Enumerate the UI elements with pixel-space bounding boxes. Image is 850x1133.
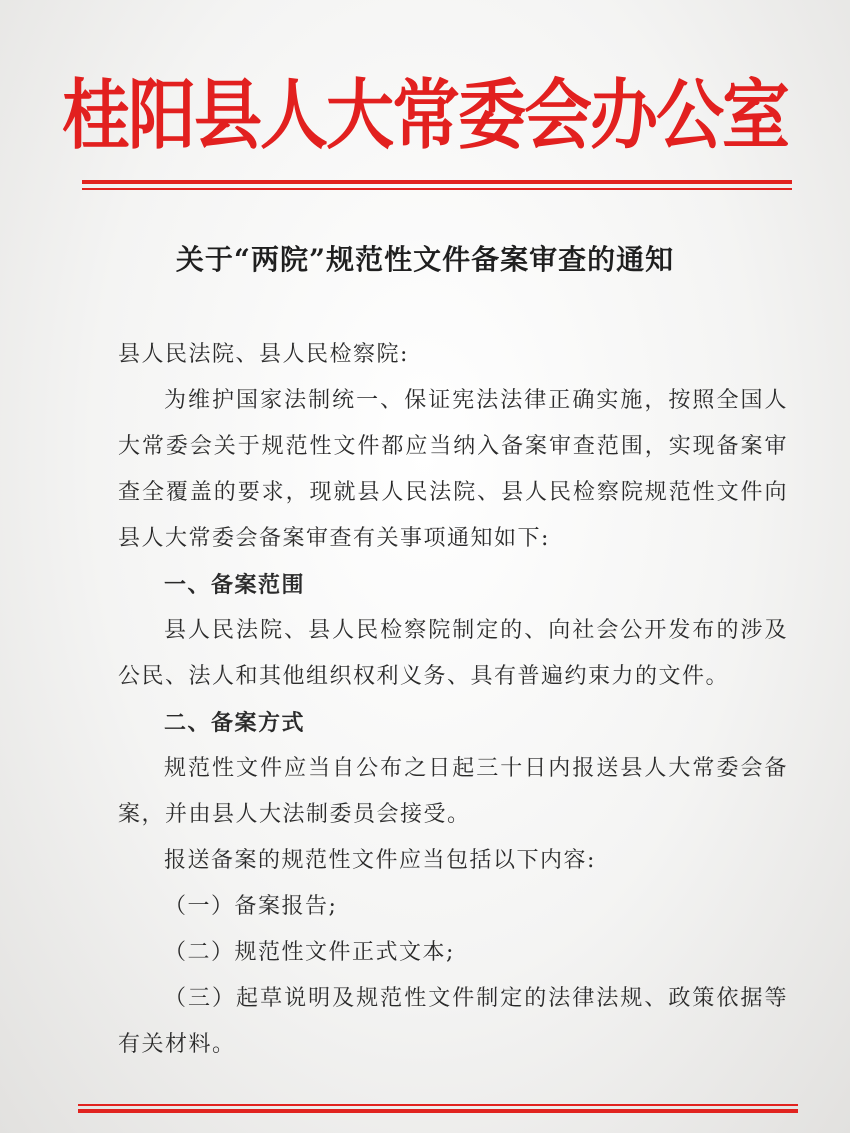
footer-red-line-top xyxy=(78,1104,798,1106)
document-body xyxy=(118,332,788,1068)
intro-paragraph: 为维护国家法制统一、保证宪法法律正确实施，按照全国人大常委会关于规范性文件都应当纳入备案审查范围，实现备案审查全覆盖的要求，现就县人民法院、县人民检察院规范性文件向县人大常委会备案审查有关事项通知如下: xyxy=(118,388,788,551)
section-2-paragraph: 规范性文件应当自公布之日起三十日内报送县人大常委会备案，并由县人大法制委员会接受。 xyxy=(118,756,788,827)
list-item-3: （三）起草说明及规范性文件制定的法律法规、政策依据等有关材料。 xyxy=(118,986,788,1057)
header-red-line-top xyxy=(82,180,792,184)
recipients-line: 县人民法院、县人民检察院: xyxy=(118,342,409,367)
list-item-2: （二）规范性文件正式文本; xyxy=(164,940,455,965)
document-title: 关于“两院”规范性文件备案审查的通知 xyxy=(175,243,675,276)
list-intro: 报送备案的规范性文件应当包括以下内容: xyxy=(164,848,596,873)
section-1-heading: 一、备案范围 xyxy=(164,572,306,598)
section-1-paragraph: 县人民法院、县人民检察院制定的、向社会公开发布的涉及公民、法人和其他组织权利义务、具有普遍约束力的文件。 xyxy=(118,618,788,689)
footer-red-line-bottom xyxy=(78,1109,798,1113)
list-item-1: （一）备案报告; xyxy=(164,894,338,919)
issuer-header: 桂阳县人大常委会办公室 xyxy=(61,72,788,161)
section-2-heading: 二、备案方式 xyxy=(164,710,306,736)
header-red-line-bottom xyxy=(82,188,792,190)
